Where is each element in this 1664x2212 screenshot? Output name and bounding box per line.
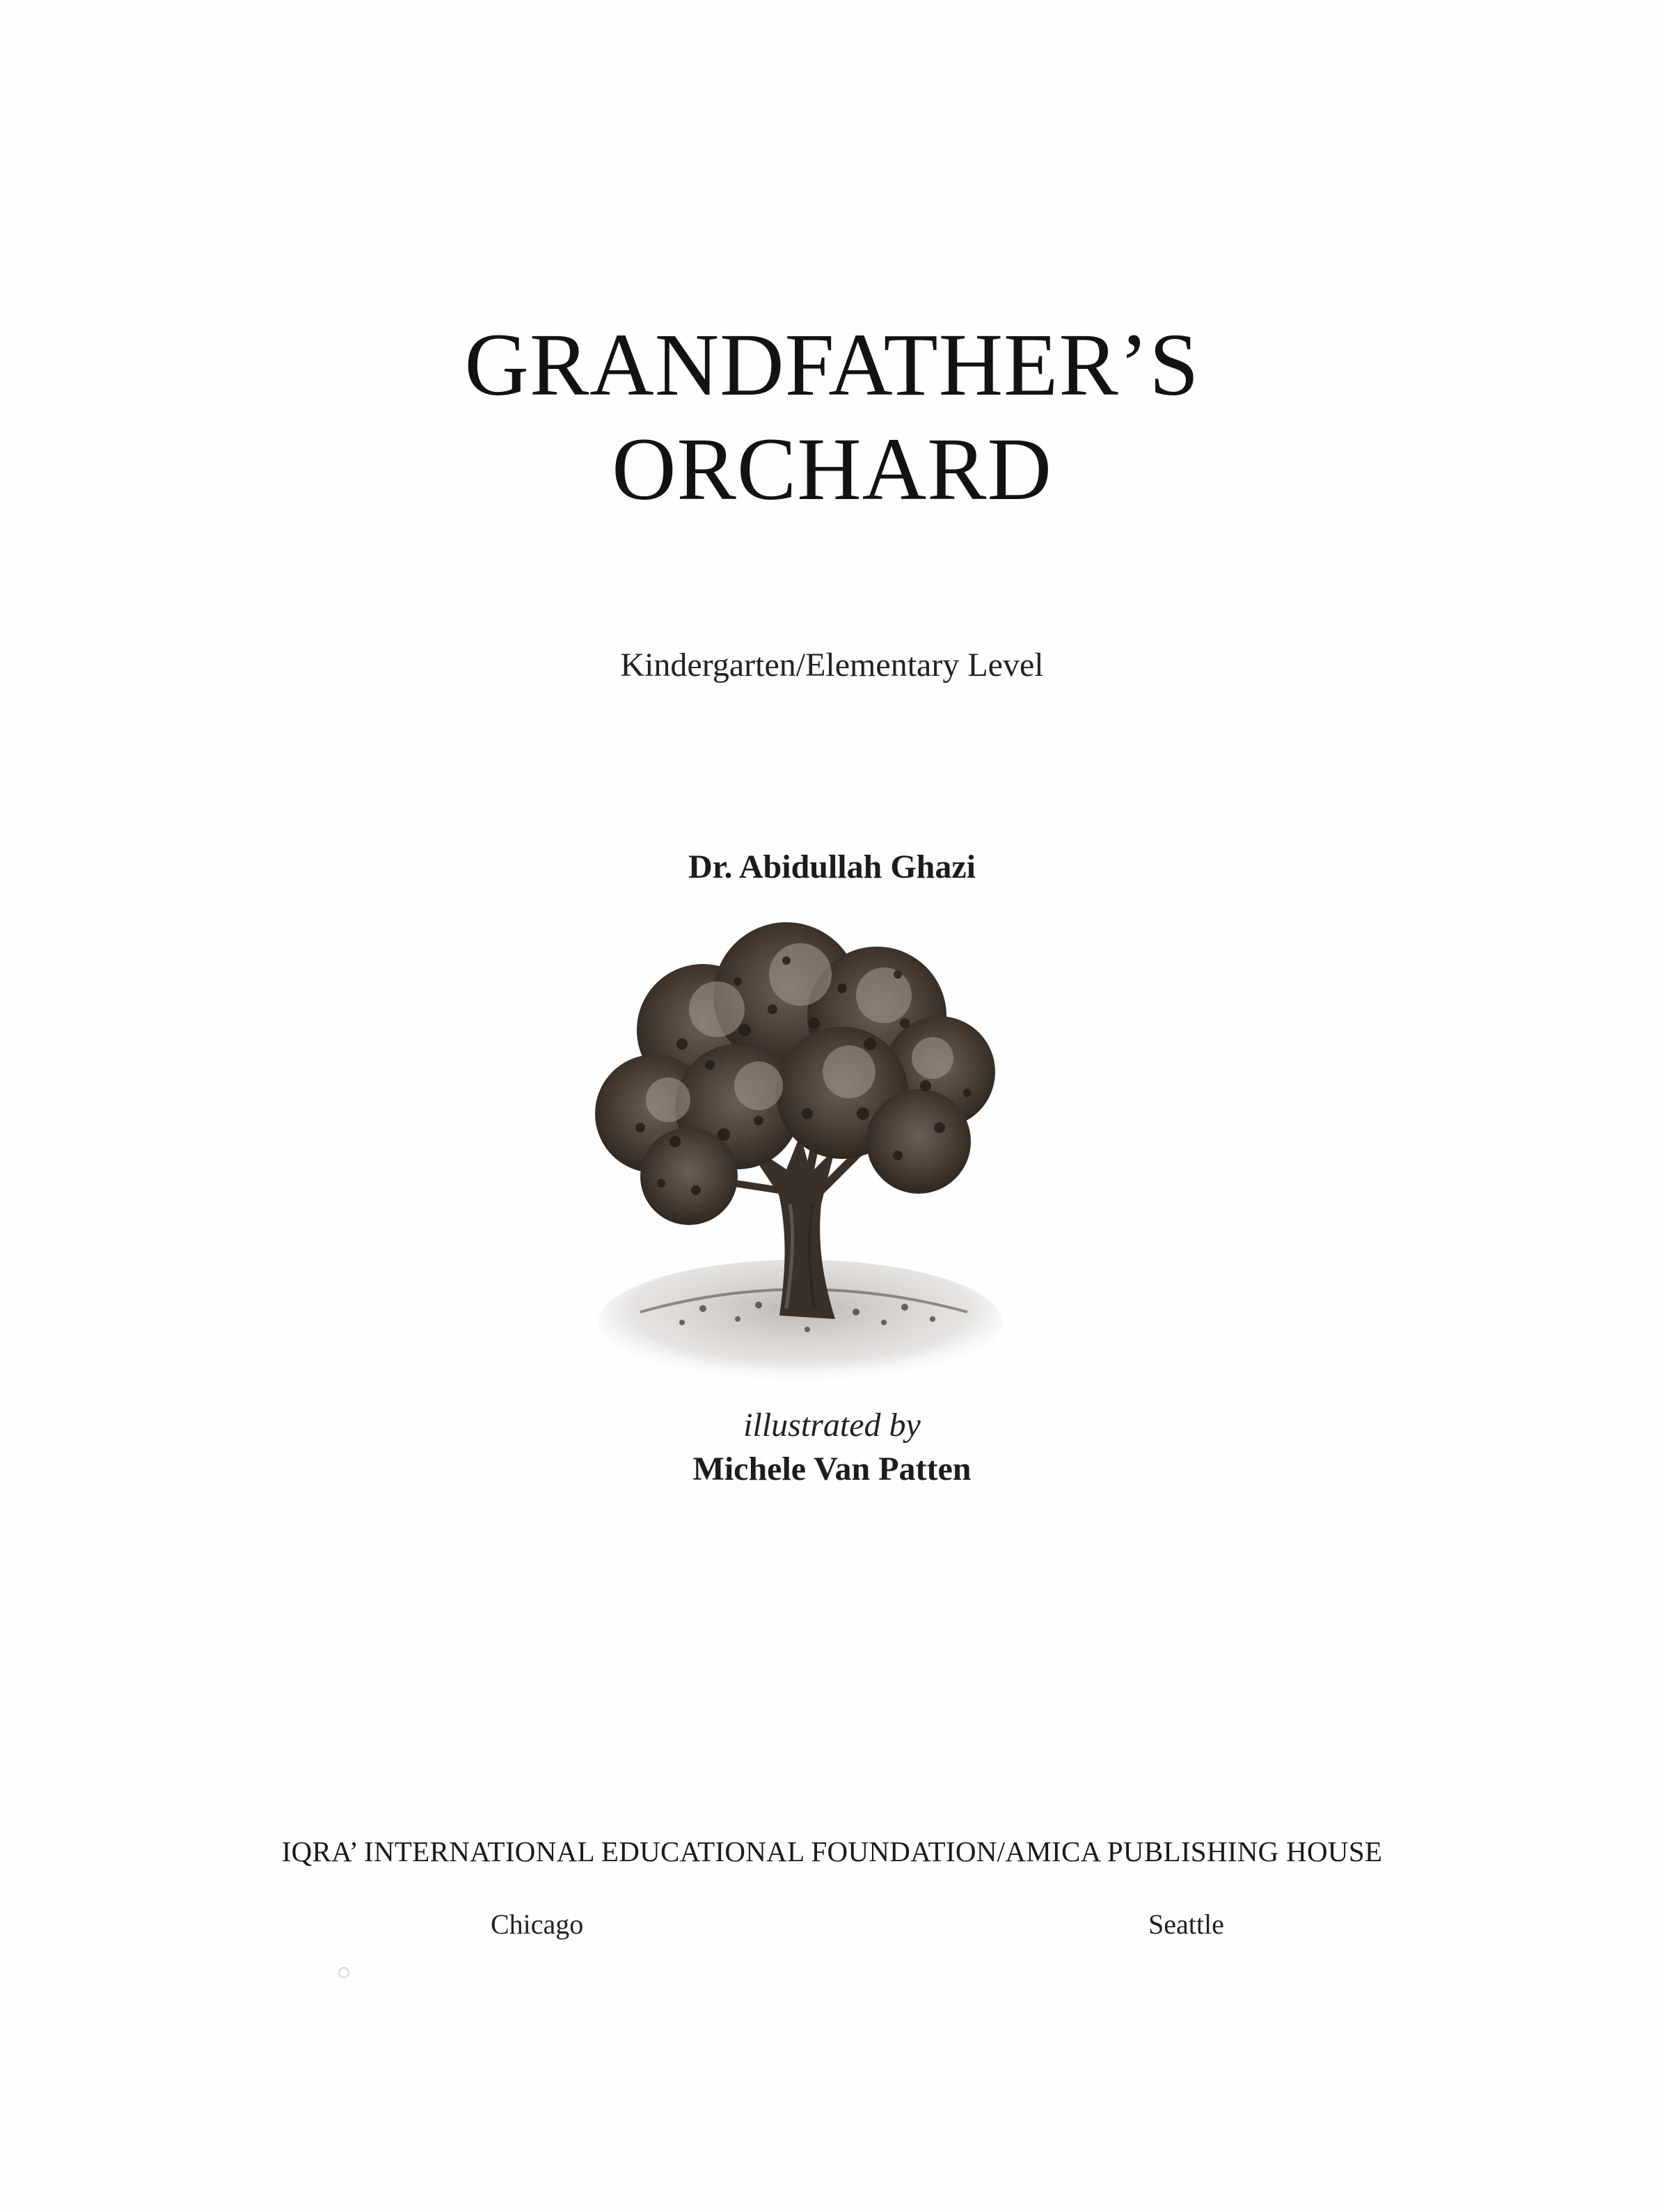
book-title-line-1: GRANDFATHER’S <box>464 315 1200 414</box>
illustrator-name: Michele Van Patten <box>692 1451 972 1487</box>
author-name: Dr. Abidullah Ghazi <box>688 848 976 885</box>
publisher-name: IQRA’ INTERNATIONAL EDUCATIONAL FOUNDATION/AMICA PUBLISHING HOUSE <box>281 1835 1383 1867</box>
page-speck <box>338 1967 349 1978</box>
illustrated-by-label: illustrated by <box>743 1407 921 1444</box>
city-chicago: Chicago <box>491 1909 584 1940</box>
book-title-line-2: ORCHARD <box>612 420 1052 519</box>
reading-level: Kindergarten/Elementary Level <box>620 647 1044 684</box>
city-seattle: Seattle <box>1148 1909 1224 1940</box>
tree-illustration <box>578 905 1009 1392</box>
